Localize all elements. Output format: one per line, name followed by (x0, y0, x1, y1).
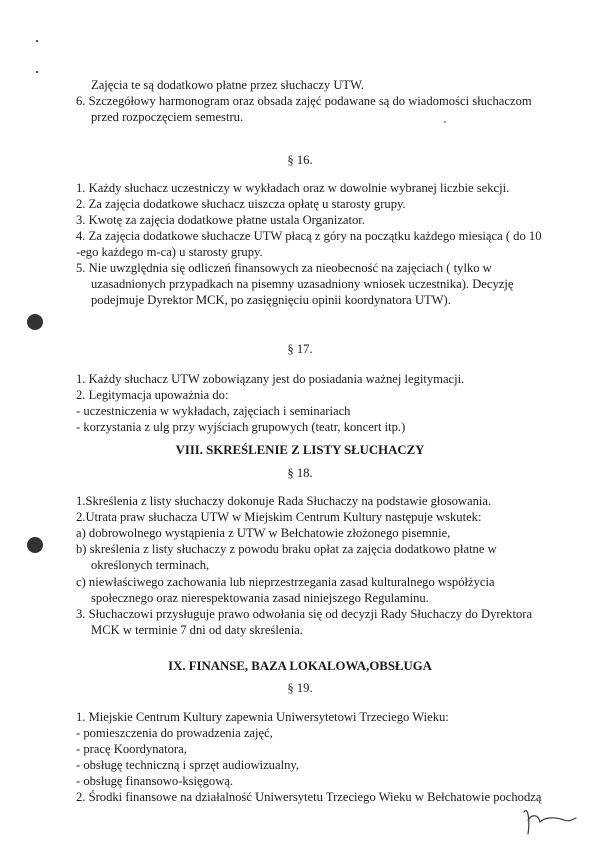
chapter-heading: IX. FINANSE, BAZA LOKALOWA,OBSŁUGA (168, 659, 432, 673)
scan-speck (36, 71, 38, 73)
text-line: Zajęcia te są dodatkowo płatne przez słuchaczy UTW. (91, 78, 364, 92)
text-line: c) niewłaściwego zachowania lub nieprzestrzegania zasad kulturalnego współżycia (76, 575, 495, 589)
text-line: -ego każdego m-ca) u starosty grupy. (76, 245, 263, 259)
scan-speck (444, 121, 446, 123)
section-title: § 16. (287, 153, 313, 167)
text-line: - pomieszczenia do prowadzenia zajęć, (76, 726, 273, 740)
section-title: § 18. (287, 466, 313, 480)
text-line: 5. Nie uwzględnia się odliczeń finansowych za nieobecność na zajęciach ( tylko w (76, 261, 492, 275)
text-line: podejmuje Dyrektor MCK, po zasięgnięciu opinii koordynatora UTW). (91, 293, 451, 307)
section-title: § 19. (287, 681, 313, 695)
scan-speck (36, 40, 38, 42)
text-line: 1.Skreślenia z listy słuchaczy dokonuje Rada Słuchaczy na podstawie głosowania. (76, 494, 492, 508)
text-line: 3. Kwotę za zajęcia dodatkowe płatne ustala Organizator. (76, 213, 365, 227)
text-line: 2.Utrata praw słuchacza UTW w Miejskim Centrum Kultury następuje wskutek: (76, 510, 482, 524)
text-line: społecznego oraz nierespektowania zasad niniejszego Regulaminu. (91, 591, 429, 605)
text-line: 6. Szczegółowy harmonogram oraz obsada zajęć podawane są do wiadomości słuchaczom (76, 94, 532, 108)
text-line: przed rozpoczęciem semestru. (91, 110, 244, 124)
section-title: § 17. (287, 342, 313, 356)
text-line: - uczestniczenia w wykładach, zajęciach i seminariach (76, 404, 351, 418)
text-line: 2. Legitymacja upoważnia do: (76, 388, 229, 402)
chapter-heading: VIII. SKREŚLENIE Z LISTY SŁUCHACZY (175, 443, 425, 457)
text-line: - obsługę techniczną i sprzęt audiowizualny, (76, 758, 299, 772)
text-line: 3. Słuchaczowi przysługuje prawo odwołania się od decyzji Rady Słuchaczy do Dyrektora (76, 607, 533, 621)
handwritten-initials (520, 800, 580, 840)
text-line: 1. Każdy słuchacz UTW zobowiązany jest do posiadania ważnej legitymacji. (76, 372, 465, 386)
text-line: - korzystania z ulg przy wyjściach grupowych (teatr, koncert itp.) (76, 420, 406, 434)
text-line: 2. Środki finansowe na działalność Uniwersytetu Trzeciego Wieku w Bełchatowie pochodzą (76, 790, 542, 804)
punch-hole (27, 537, 43, 553)
text-line: uzasadnionych przypadkach na pisemny uzasadniony wniosek uczestnika). Decyzję (91, 277, 514, 291)
text-line: 2. Za zajęcia dodatkowe słuchacz uiszcza opłatę u starosty grupy. (76, 197, 406, 211)
text-line: b) skreślenia z listy słuchaczy z powodu braku opłat za zajęcia dodatkowo płatne w (76, 542, 497, 556)
text-line: 1. Miejskie Centrum Kultury zapewnia Uniwersytetowi Trzeciego Wieku: (76, 710, 449, 724)
text-line: 1. Każdy słuchacz uczestniczy w wykładach oraz w dowolnie wybranej liczbie sekcji. (76, 181, 510, 195)
text-line: MCK w terminie 7 dni od daty skreślenia. (91, 623, 303, 637)
text-line: a) dobrowolnego wystąpienia z UTW w Bełchatowie złożonego pisemnie, (76, 526, 451, 540)
text-line: określonych terminach, (91, 558, 210, 572)
text-line: 4. Za zajęcia dodatkowe słuchacze UTW płacą z góry na początku każdego miesiąca ( do 10 (76, 229, 542, 243)
punch-hole (27, 314, 43, 330)
text-line: - obsługę finansowo-księgową. (76, 774, 234, 788)
text-line: - pracę Koordynatora, (76, 742, 187, 756)
